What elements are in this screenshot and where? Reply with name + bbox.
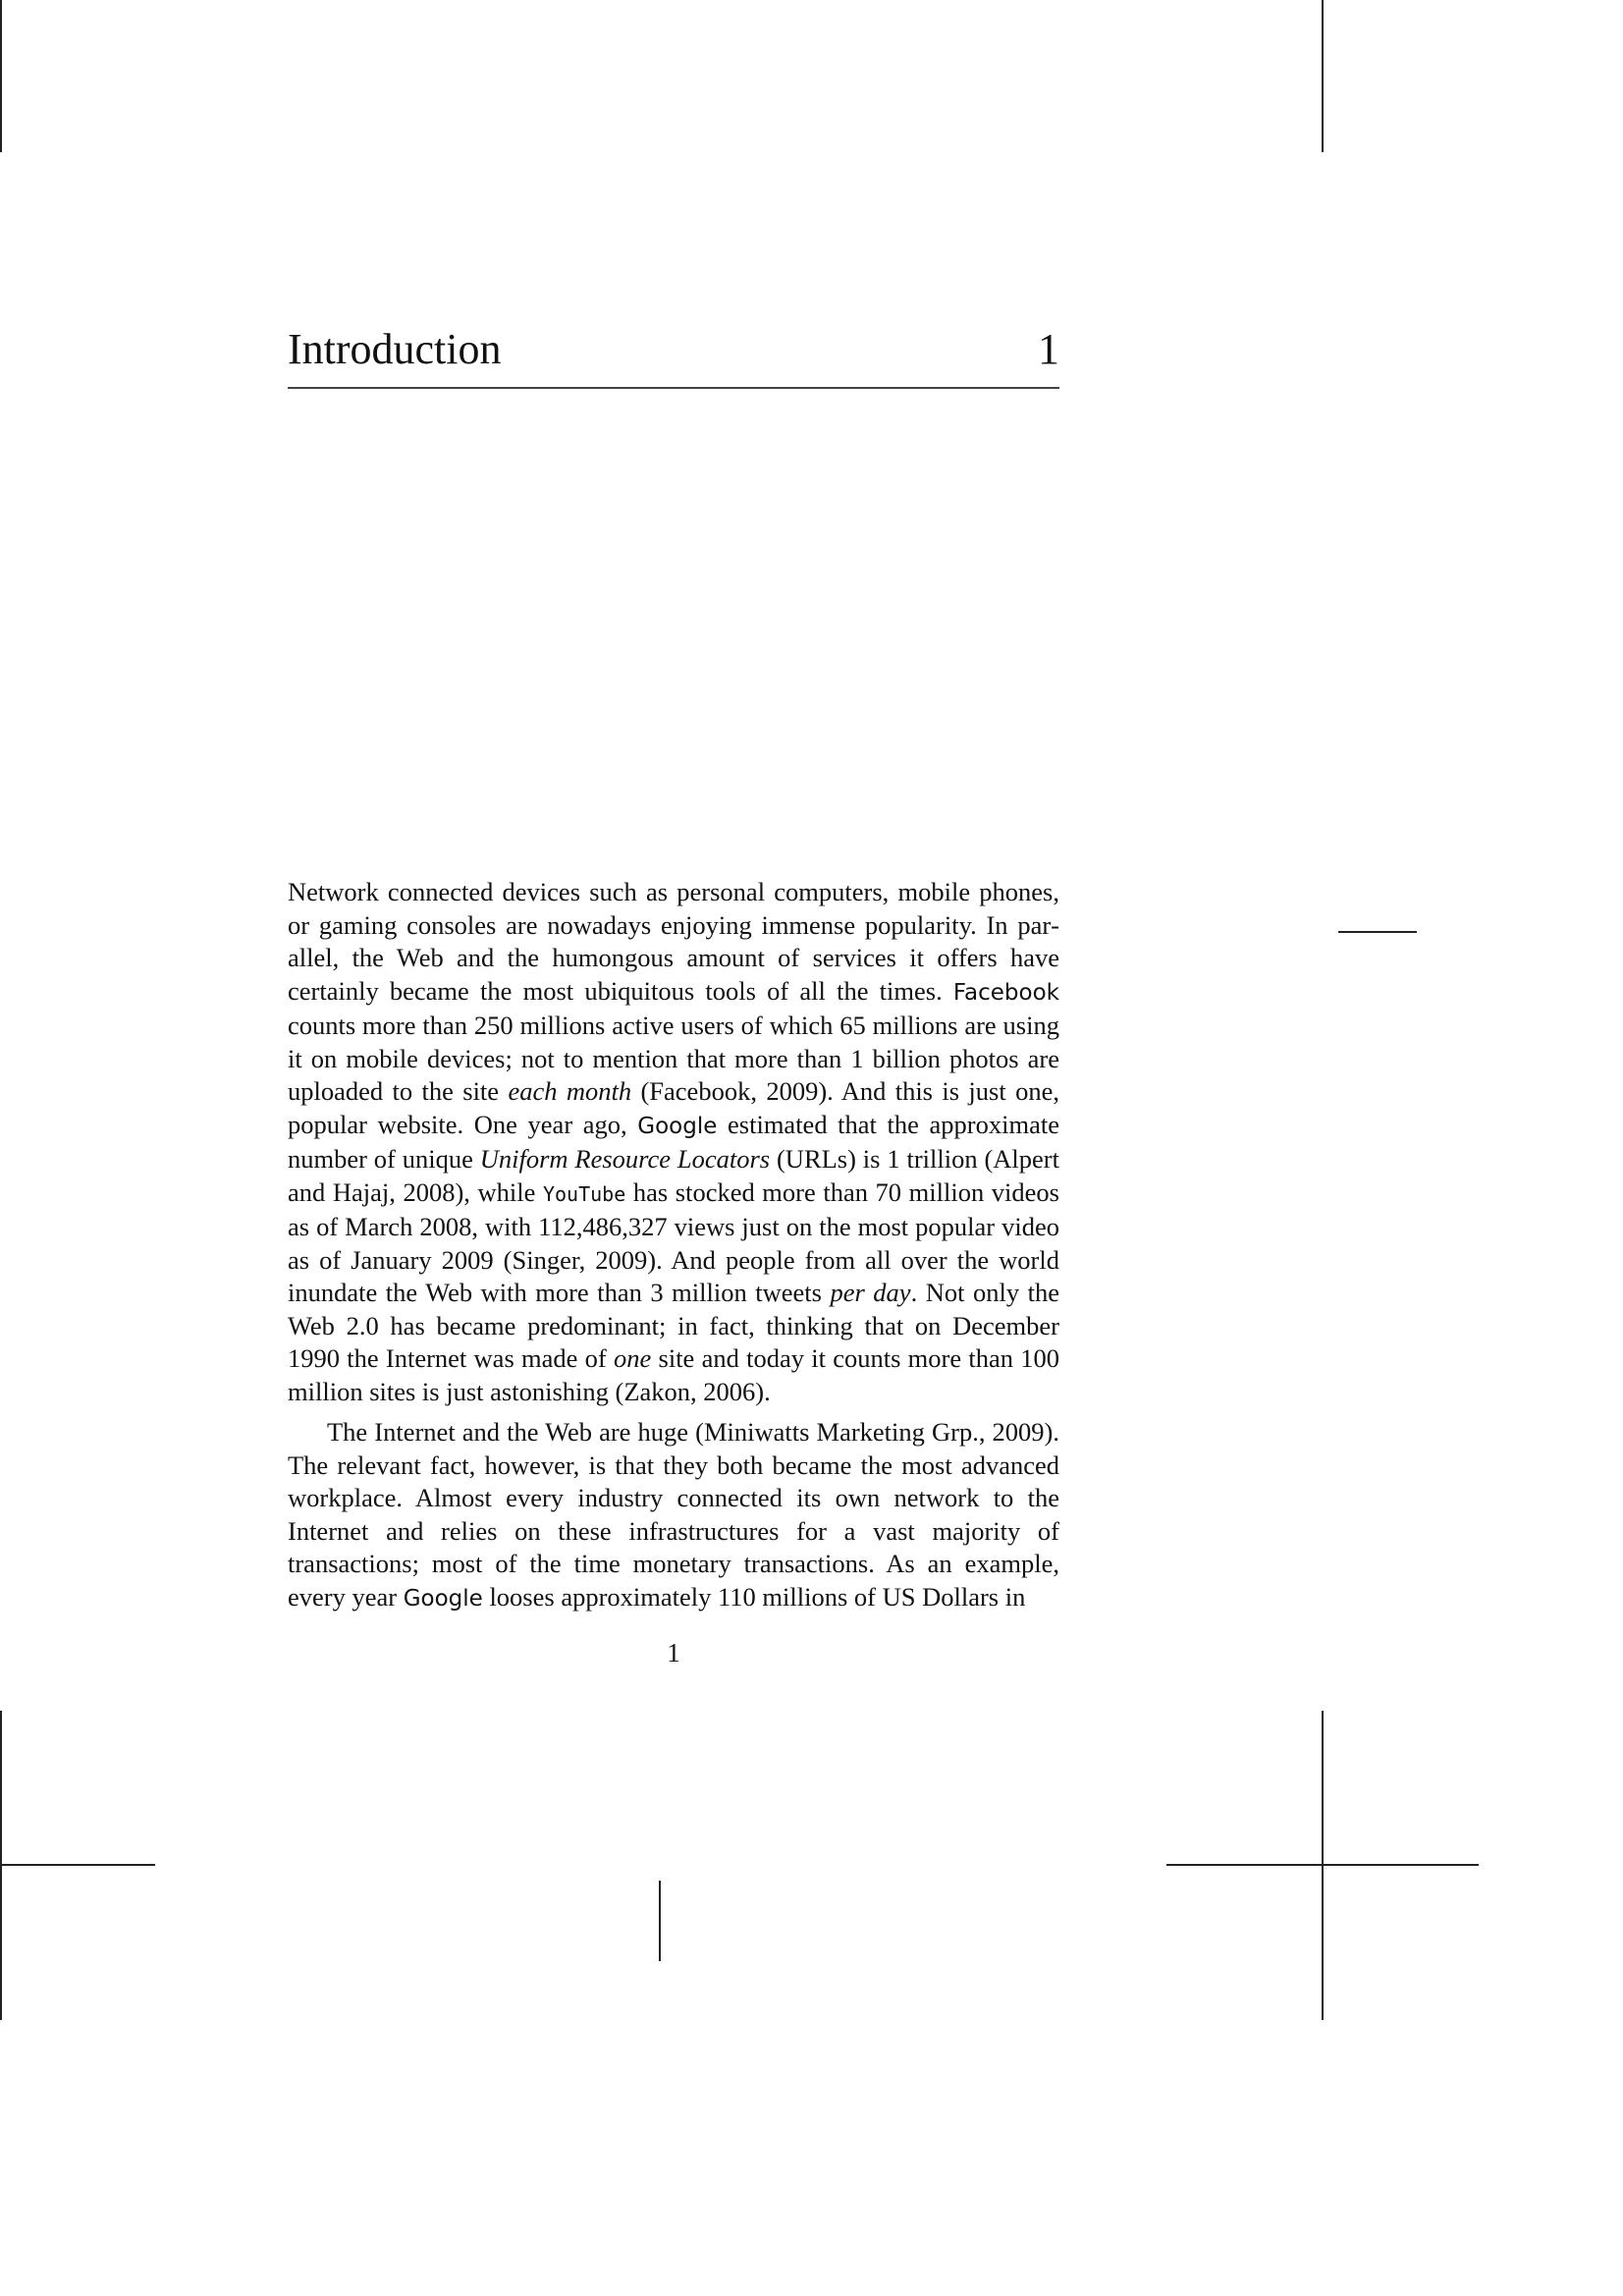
crop-mark-right-middle [1338, 931, 1417, 933]
brand-name: Google [403, 1585, 483, 1612]
chapter-title: Introduction [288, 325, 502, 373]
chapter-number: 1 [1038, 325, 1059, 373]
text-run: (URLs) is 1 trillion (Alpert and Hajaj, 2008), while [288, 1144, 1059, 1207]
emphasis-text: Uniform Resource Locators [479, 1144, 771, 1174]
text-run: Network connected devices such as personal computers, mobile phones, or gaming consoles are nowadays enjoying immense popularity. In parallel, the Web and the humongous amount of services it offers have certainly became the most ubiquitous tools of all the times. [288, 877, 1059, 1006]
brand-name-mono: YouTube [542, 1181, 626, 1206]
text-run: . Not only the Web 2.0 has became predominant; in fact, thinking that on December 1990 the Internet was made of [288, 1278, 1059, 1373]
crop-mark-bottom-right-horizontal [1166, 1864, 1479, 1866]
text-run: has stocked more than 70 million videos as of March 2008, with 112,486,327 views just on the most popular video as of January 2009 (Singer, 2009). And people from all over the world inundate the Web with more than 3 million tweets [288, 1176, 1059, 1307]
crop-mark-top-left [0, 0, 2, 152]
crop-mark-bottom-center [659, 1881, 661, 1961]
page-number: 1 [667, 1638, 680, 1667]
text-run: estimated that the approximate number of unique [288, 1109, 1059, 1174]
emphasis-text: each month [508, 1076, 632, 1106]
brand-name: Facebook [952, 979, 1059, 1006]
emphasis-text: one [614, 1343, 652, 1373]
brand-name: Google [637, 1113, 718, 1139]
body-paragraph [288, 876, 1059, 1408]
text-run: looses approximately 110 millions of US Dollars in [482, 1581, 1026, 1612]
chapter-header [288, 324, 1059, 389]
crop-mark-top-right [1322, 0, 1324, 152]
text-run: (Facebook, 2009). And this is just one, popular website. One year ago, [288, 1076, 1059, 1139]
crop-mark-bottom-left-horizontal [0, 1864, 155, 1866]
body-paragraph [288, 1416, 1059, 1615]
emphasis-text: per day [830, 1278, 911, 1307]
text-run: counts more than 250 millions active users of which 65 millions are using it on mobile devices; not to mention that more than 1 billion photos are uploaded to the site [288, 1011, 1059, 1106]
body-text [288, 876, 1059, 1615]
text-run: The Internet and the Web are huge (Miniwatts Marketing Grp., 2009). The relevant fact, however, is that they both became the most advanced workplace. Almost every industry connected its own network to the Internet and relies on these infrastructures for a vast majority of transactions; most of the time monetary transactions. As an example, every year [288, 1417, 1059, 1612]
text-run: site and today it counts more than 100 million sites is just astonishing (Zakon, 2006). [288, 1343, 1059, 1406]
